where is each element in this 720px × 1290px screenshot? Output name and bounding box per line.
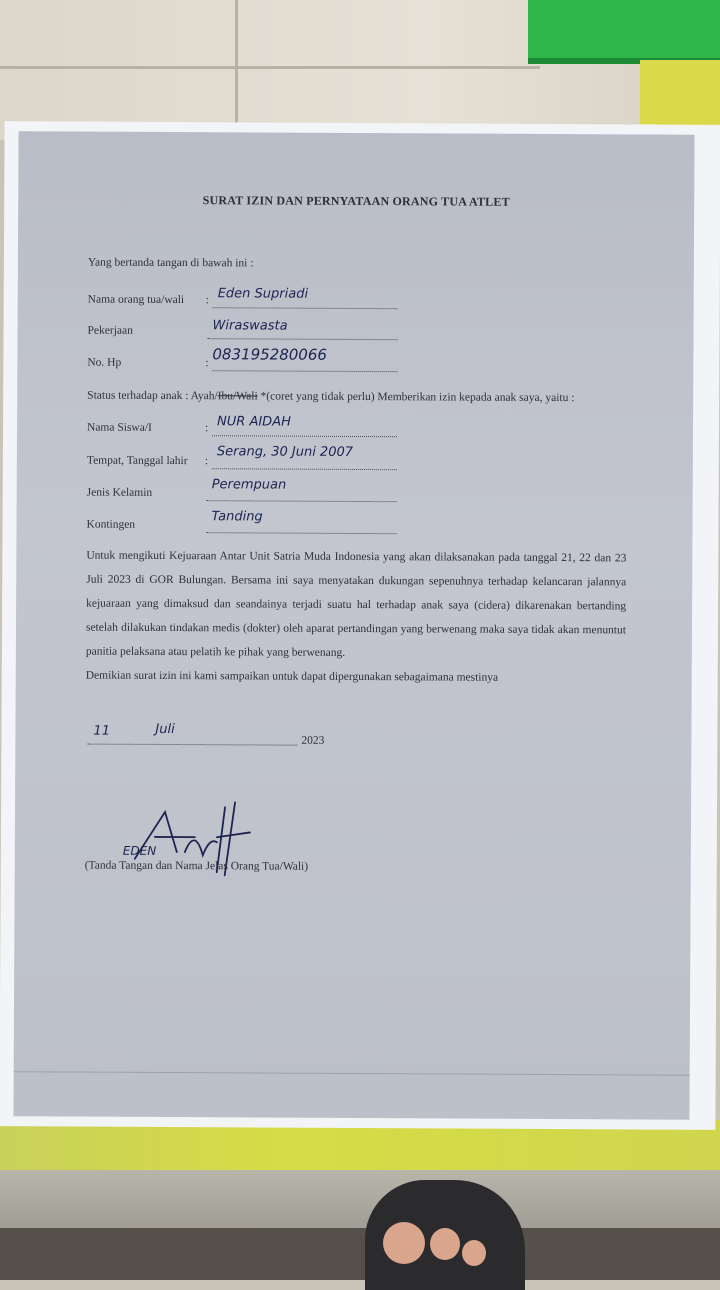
tile-joint bbox=[235, 0, 238, 125]
colon: : bbox=[204, 455, 209, 468]
field-value-student-name[interactable]: NUR AIDAH bbox=[217, 414, 291, 430]
field-label-contingent: Kontingen bbox=[86, 518, 136, 531]
field-value-occupation[interactable]: Wiraswasta bbox=[212, 318, 288, 334]
dotted-line bbox=[213, 307, 398, 309]
dotted-line bbox=[206, 532, 396, 534]
colon: : bbox=[204, 422, 209, 435]
field-value-contingent[interactable]: Tanding bbox=[211, 509, 263, 525]
signature-caption: (Tanda Tangan dan Nama Jelas Orang Tua/Wali) bbox=[84, 859, 309, 873]
letter-title: SURAT IZIN DAN PERNYATAAN ORANG TUA ATLET bbox=[202, 193, 510, 209]
dotted-line bbox=[207, 500, 397, 502]
sheet-edge-line bbox=[14, 1071, 690, 1076]
field-label-birth: Tempat, Tanggal lahir bbox=[86, 454, 188, 468]
ground-shadow bbox=[0, 1228, 720, 1280]
colon: : bbox=[205, 294, 209, 307]
date-day[interactable]: 11 bbox=[93, 723, 111, 739]
toe bbox=[430, 1228, 460, 1260]
green-object bbox=[528, 0, 720, 64]
dotted-line bbox=[212, 435, 397, 437]
colon: : bbox=[205, 357, 209, 370]
field-value-gender[interactable]: Perempuan bbox=[211, 477, 287, 493]
closing-text: Demikian surat izin ini kami sampaikan untuk dapat dipergunakan sebagaimana mestinya bbox=[85, 669, 499, 684]
status-struck: Ibu/Wali bbox=[217, 390, 258, 403]
field-value-parent-name[interactable]: Eden Supriadi bbox=[217, 286, 309, 302]
date-month[interactable]: Juli bbox=[155, 721, 175, 738]
date-year: 2023 bbox=[301, 734, 325, 747]
field-label-occupation: Pekerjaan bbox=[87, 324, 133, 337]
field-label-phone: No. Hp bbox=[87, 356, 122, 369]
status-prefix: Status terhadap anak : Ayah/ bbox=[87, 389, 218, 403]
permission-letter-paper bbox=[0, 121, 720, 1130]
statement-paragraph: Untuk mengikuti Kejuaraan Antar Unit Satria Muda Indonesia yang akan dilaksanakan pada tanggal 21, 22 dan 23 Juli 2023 di GOR Bulungan. Bersama ini saya menyatakan dukungan sepenuhnya terhadap kelancaran jalannya kejuaraan yang dimaksud dan seandainya terjadi suatu hal terhadap anak saya (cidera) dikarenakan bertanding setelah dilakukan tindakan medis (dokter) oleh aparat pertandingan yang berwenang maka saya tidak akan menuntut panitia pelaksana atau pelatih ke pihak yang berwenang. bbox=[85, 549, 627, 659]
dotted-line bbox=[207, 338, 397, 340]
status-line bbox=[87, 390, 574, 405]
signature-name: EDEN bbox=[122, 843, 157, 858]
field-label-student-name: Nama Siswa/I bbox=[87, 421, 152, 434]
date-dotted-line bbox=[87, 744, 297, 746]
toe bbox=[462, 1240, 486, 1266]
tile-joint bbox=[0, 66, 540, 69]
letter-sheet bbox=[13, 131, 694, 1120]
dotted-line bbox=[212, 370, 397, 372]
dotted-line bbox=[212, 468, 397, 470]
intro-text: Yang bertanda tangan di bawah ini : bbox=[87, 256, 254, 270]
field-label-gender: Jenis Kelamin bbox=[86, 486, 153, 499]
toe bbox=[383, 1222, 425, 1264]
field-value-phone[interactable]: 083195280066 bbox=[212, 345, 327, 364]
field-label-parent-name: Nama orang tua/wali bbox=[87, 293, 185, 307]
status-suffix: *(coret yang tidak perlu) Memberikan izin kepada anak saya, yaitu : bbox=[257, 390, 575, 405]
field-value-birth[interactable]: Serang, 30 Juni 2007 bbox=[216, 444, 354, 460]
